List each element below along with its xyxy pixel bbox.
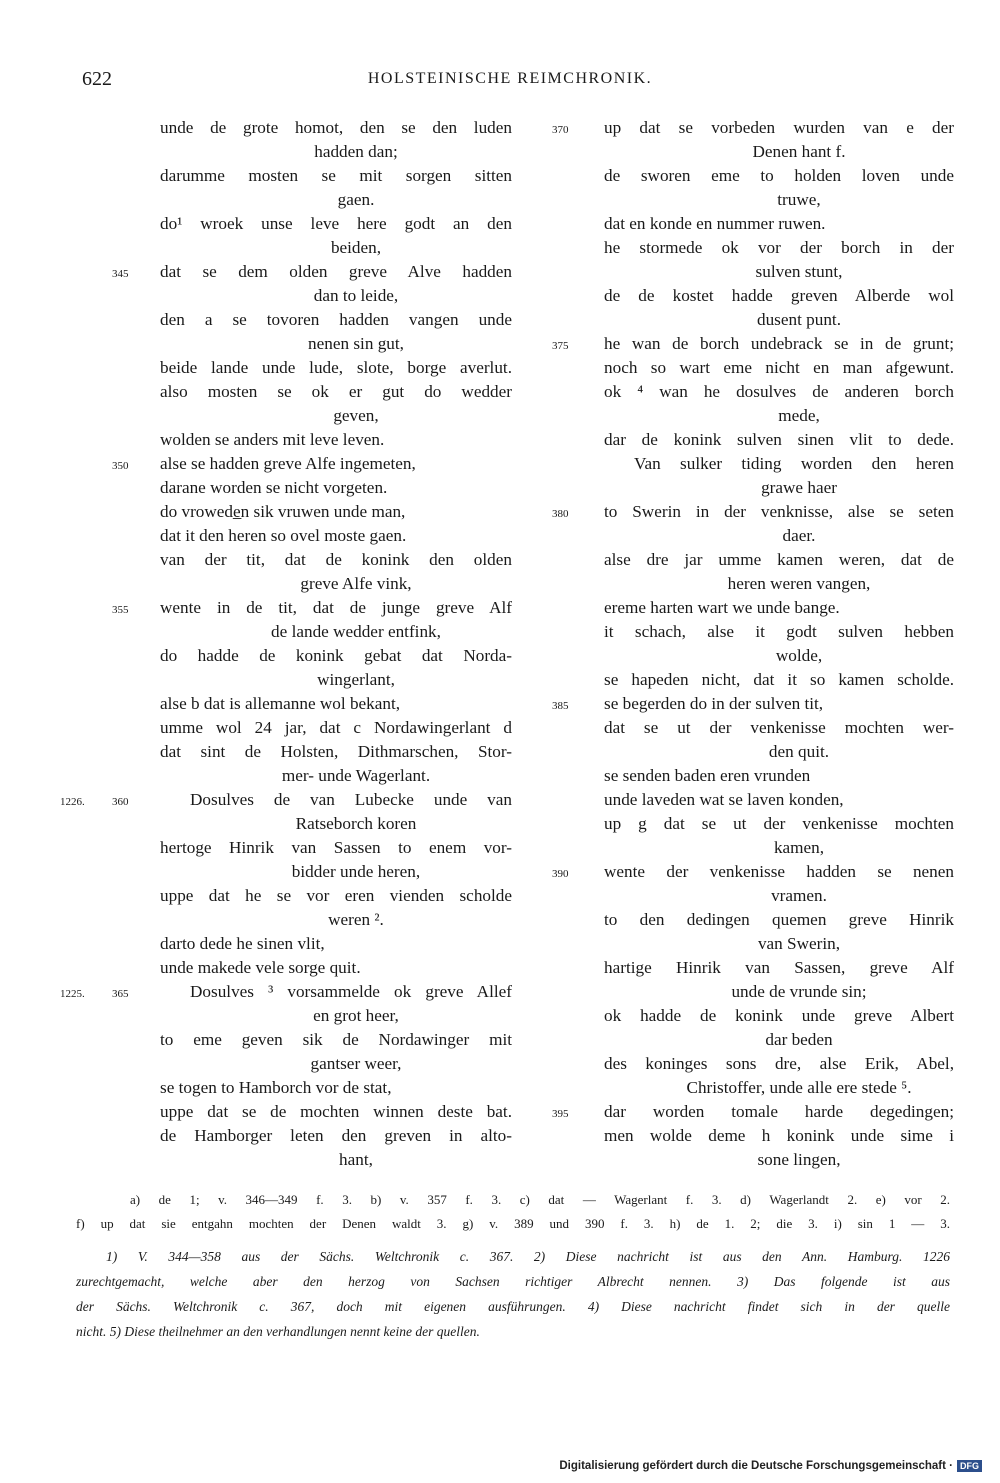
verse-text: ok ⁴ wan he dosulves de anderen borch [604, 382, 954, 401]
verse-text: de sworen eme to holden loven unde [604, 166, 954, 185]
year-marker: 1226. [60, 796, 85, 808]
verse-text: gantser weer, [310, 1054, 402, 1073]
verse-text: geven, [333, 406, 379, 425]
page-number: 622 [82, 68, 112, 90]
verse-line [604, 548, 954, 572]
line-number: 390 [552, 868, 569, 880]
verse-text: Dosulves ³ vorsammelde ok greve Allef [190, 982, 512, 1001]
verse-text: hant, [339, 1150, 373, 1169]
verse-text: do¹ wroek unse leve here godt an den [160, 214, 512, 233]
verse-line [604, 980, 954, 1004]
verse-line [160, 956, 512, 980]
verse-line [112, 452, 512, 476]
verse-text: unde laveden wat se laven konden, [604, 790, 844, 809]
verse-line [160, 668, 512, 692]
verse-line [160, 236, 512, 260]
verse-text: to Swerin in der venknisse, alse se seten [604, 502, 954, 521]
line-number: 395 [552, 1108, 569, 1120]
verse-line [604, 620, 954, 644]
verse-text: umme wol 24 jar, dat c Nordawingerlant d [160, 718, 512, 737]
verse-text: beiden, [330, 238, 382, 257]
verse-line [604, 1076, 954, 1100]
verse-line [552, 500, 954, 524]
verse-text: se senden baden eren vrunden [604, 766, 811, 785]
verse-text: den a se tovoren hadden vangen unde [160, 310, 512, 329]
verse-line [112, 596, 512, 620]
verse-line [604, 788, 954, 812]
verse-line [160, 836, 512, 860]
verse-text: dar beden [765, 1030, 833, 1049]
verse-text: Dosulves de van Lubecke unde van [190, 790, 512, 809]
verse-line [552, 116, 954, 140]
verse-text: Christoffer, unde alle ere stede ⁵. [686, 1078, 912, 1097]
verse-line [160, 332, 512, 356]
verse-text: also mosten se ok er gut do wedder [160, 382, 512, 401]
footnote-line: nicht. 5) Diese theilnehmer an den verhandlungen nennt keine der quellen. [76, 1324, 480, 1339]
verse-text: se begerden do in der sulven tit, [604, 694, 824, 713]
verse-line [160, 1100, 512, 1124]
verse-text: darto dede he sinen vlit, [160, 934, 325, 953]
verse-text: darumme mosten se mit sorgen sitten [160, 166, 512, 185]
verse-text: van der tit, dat de konink den olden [160, 550, 512, 569]
verse-line [604, 356, 954, 380]
verse-text: to eme geven sik de Nordawinger mit [160, 1030, 512, 1049]
verse-line [160, 428, 512, 452]
verse-text: beide lande unde lude, slote, borge averlut. [160, 358, 512, 377]
verse-line [604, 1124, 954, 1148]
verse-line [160, 1076, 512, 1100]
verse-line [604, 764, 954, 788]
verse-line [160, 116, 512, 140]
verse-text: de de kostet hadde greven Alberde wol [604, 286, 954, 305]
verse-text: dusent punt. [756, 310, 842, 329]
verse-text: hartige Hinrik van Sassen, greve Alf [604, 958, 954, 977]
verse-text: ereme harten wart we unde bange. [604, 598, 840, 617]
left-verse-column [60, 116, 512, 1172]
verse-line [160, 812, 512, 836]
verse-text: unde makede vele sorge quit. [160, 958, 361, 977]
line-number: 380 [552, 508, 569, 520]
verse-line [604, 452, 954, 476]
verse-text: to den dedingen quemen greve Hinrik [604, 910, 954, 929]
verse-text: dar de konink sulven sinen vlit to dede. [604, 430, 954, 449]
verse-line [112, 260, 512, 284]
verse-line [604, 1028, 954, 1052]
verse-text: dat sint de Holsten, Dithmarschen, Stor- [160, 742, 512, 761]
verse-line [160, 1052, 512, 1076]
verse-text: grawe haer [761, 478, 837, 497]
verse-text: de Hamborger leten den greven in alto- [160, 1126, 512, 1145]
verse-text: greve Alfe vink, [300, 574, 412, 593]
verse-text: truwe, [777, 190, 821, 209]
footnote-line: 1) V. 344—358 aus der Sächs. Weltchronik c. 367. 2) Diese nachricht ist aus den Ann. Hamburg. 1226 [106, 1249, 950, 1264]
verse-text: en grot heer, [313, 1006, 399, 1025]
verse-line [604, 740, 954, 764]
verse-text: alse dre jar umme kamen weren, dat de [604, 550, 954, 569]
verse-line [160, 740, 512, 764]
verse-text: mede, [778, 406, 820, 425]
verse-text: des koninges sons dre, alse Erik, Abel, [604, 1054, 954, 1073]
verse-text: he stormede ok vor der borch in der [604, 238, 954, 257]
digitization-credit [559, 1460, 982, 1472]
verse-text: alse se hadden greve Alfe ingemeten, [160, 454, 416, 473]
verse-text: wente der venkenisse hadden se nenen [604, 862, 954, 881]
verse-line [60, 788, 512, 812]
verse-text: dar worden tomale harde degedingen; [604, 1102, 954, 1121]
line-number: 360 [112, 796, 129, 808]
verse-line [604, 908, 954, 932]
verse-text: unde de vrunde sin; [731, 982, 867, 1001]
verse-line [60, 980, 512, 1004]
verse-line [160, 188, 512, 212]
line-number: 375 [552, 340, 569, 352]
line-number: 350 [112, 460, 129, 472]
verse-line [160, 308, 512, 332]
verse-text: bidder unde heren, [291, 862, 421, 881]
verse-text: dat se ut der venkenisse mochten wer- [604, 718, 954, 737]
verse-line [604, 476, 954, 500]
verse-line [160, 932, 512, 956]
verse-line [552, 692, 954, 716]
verse-line [604, 236, 954, 260]
verse-text: mer- unde Wagerlant. [281, 766, 431, 785]
verse-line [160, 356, 512, 380]
verse-line [160, 692, 512, 716]
variant-note-line: a) de 1; v. 346—349 f. 3. b) v. 357 f. 3. c) dat — Wagerlant f. 3. d) Wagerlandt 2. e) vor 2. [130, 1192, 950, 1207]
verse-line [160, 140, 512, 164]
verse-text: kamen, [773, 838, 825, 857]
verse-text: wolde, [775, 646, 823, 665]
verse-text: dat en konde en nummer ruwen. [604, 214, 826, 233]
verse-line [604, 644, 954, 668]
line-number: 385 [552, 700, 569, 712]
verse-line [160, 644, 512, 668]
verse-line [160, 1028, 512, 1052]
verse-line [604, 596, 954, 620]
verse-line [604, 956, 954, 980]
verse-text: he wan de borch undebrack se in de grunt; [604, 334, 954, 353]
line-number: 345 [112, 268, 129, 280]
verse-text: darane worden se nicht vorgeten. [160, 478, 388, 497]
credit-text: Digitalisierung gefördert durch die Deutsche Forschungsgemeinschaft · [559, 1460, 953, 1472]
line-number: 370 [552, 124, 569, 136]
verse-text: Van sulker tiding worden den heren [634, 454, 954, 473]
verse-text: do hadde de konink gebat dat Norda- [160, 646, 512, 665]
verse-line [552, 332, 954, 356]
verse-text: alse b dat is allemanne wol bekant, [160, 694, 401, 713]
verse-line [604, 1148, 954, 1172]
verse-line [160, 860, 512, 884]
verse-line [604, 260, 954, 284]
verse-line [160, 572, 512, 596]
variant-note-line: f) up dat sie entgahn mochten der Denen waldt 3. g) v. 389 und 390 f. 3. h) de 1. 2; die 3. i) sin 1 — 3. [76, 1216, 950, 1231]
verse-text: wente in de tit, dat de junge greve Alf [160, 598, 512, 617]
verse-line [160, 164, 512, 188]
verse-line [160, 380, 512, 404]
verse-line [160, 1124, 512, 1148]
verse-text: do vrowede̲n sik vruwen unde man, [160, 502, 406, 521]
verse-line [604, 1052, 954, 1076]
verse-line [604, 284, 954, 308]
variant-notes [76, 1188, 950, 1236]
verse-text: dat it den heren so ovel moste gaen. [160, 526, 407, 545]
verse-text: hadden dan; [314, 142, 398, 161]
verse-line [604, 140, 954, 164]
verse-text: vramen. [771, 886, 827, 905]
verse-text: se hapeden nicht, dat it so kamen scholde. [604, 670, 954, 689]
verse-line [552, 860, 954, 884]
verse-line [604, 932, 954, 956]
verse-text: hertoge Hinrik van Sassen to enem vor- [160, 838, 512, 857]
footnote-line: der Sächs. Weltchronik c. 367, doch mit eigenen ausführungen. 4) Diese nachricht findet sich in der quelle [76, 1299, 950, 1314]
verse-line [160, 716, 512, 740]
verse-text: wolden se anders mit leve leven. [160, 430, 385, 449]
verse-text: dan to leide, [313, 286, 399, 305]
verse-line [604, 1004, 954, 1028]
verse-line [160, 476, 512, 500]
verse-text: gaen. [337, 190, 375, 209]
verse-line [160, 524, 512, 548]
verse-line [604, 380, 954, 404]
verse-text: men wolde deme h konink unde sime i [604, 1126, 954, 1145]
verse-line [160, 500, 512, 524]
verse-text: de lande wedder entfink, [271, 622, 441, 641]
verse-text: weren ². [328, 910, 384, 929]
verse-text: daer. [782, 526, 816, 545]
verse-text: wingerlant, [317, 670, 395, 689]
verse-line [604, 188, 954, 212]
verse-text: noch so wart eme nicht en man afgewunt. [604, 358, 954, 377]
verse-text: dat se dem olden greve Alve hadden [160, 262, 512, 281]
verse-text: uppe dat se de mochten winnen deste bat. [160, 1102, 512, 1121]
verse-line [160, 884, 512, 908]
verse-line [604, 668, 954, 692]
verse-text: heren weren vangen, [727, 574, 871, 593]
verse-line [160, 404, 512, 428]
verse-line [160, 908, 512, 932]
verse-text: uppe dat he se vor eren vienden scholde [160, 886, 512, 905]
verse-line [160, 212, 512, 236]
line-number: 355 [112, 604, 129, 616]
verse-line [604, 884, 954, 908]
footnote-line: zurechtgemacht, welche aber den herzog von Sachsen richtiger Albrecht nennen. 3) Das folgende ist aus [76, 1274, 950, 1289]
running-title: HOLSTEINISCHE REIMCHRONIK. [367, 70, 653, 87]
verse-text: van Swerin, [757, 934, 841, 953]
verse-line [604, 836, 954, 860]
verse-text: se togen to Hamborch vor de stat, [160, 1078, 392, 1097]
verse-text: up dat se vorbeden wurden van e der [604, 118, 954, 137]
verse-text: ok hadde de konink unde greve Albert [604, 1006, 954, 1025]
verse-line [604, 308, 954, 332]
verse-text: den quit. [768, 742, 830, 761]
verse-line [160, 1004, 512, 1028]
verse-line [604, 428, 954, 452]
verse-text: nenen sin gut, [308, 334, 404, 353]
verse-line [160, 284, 512, 308]
verse-line [604, 812, 954, 836]
verse-line [604, 716, 954, 740]
verse-line [604, 524, 954, 548]
verse-text: it schach, alse it godt sulven hebben [604, 622, 954, 641]
verse-text: Denen hant f. [752, 142, 846, 161]
verse-line [552, 1100, 954, 1124]
footnotes [76, 1244, 950, 1344]
verse-line [160, 764, 512, 788]
verse-text: sone lingen, [757, 1150, 841, 1169]
line-number: 365 [112, 988, 129, 1000]
right-verse-column [552, 116, 954, 1172]
verse-line [160, 1148, 512, 1172]
verse-text: sulven stunt, [755, 262, 843, 281]
verse-text: up g dat se ut der venkenisse mochten [604, 814, 954, 833]
year-marker: 1225. [60, 988, 85, 1000]
verse-line [160, 548, 512, 572]
verse-line [604, 212, 954, 236]
verse-line [604, 572, 954, 596]
dfg-logo: DFG [957, 1460, 982, 1472]
verse-text: unde de grote homot, den se den luden [160, 118, 512, 137]
verse-line [160, 620, 512, 644]
verse-line [604, 404, 954, 428]
verse-line [604, 164, 954, 188]
verse-text: Ratseborch koren [295, 814, 417, 833]
